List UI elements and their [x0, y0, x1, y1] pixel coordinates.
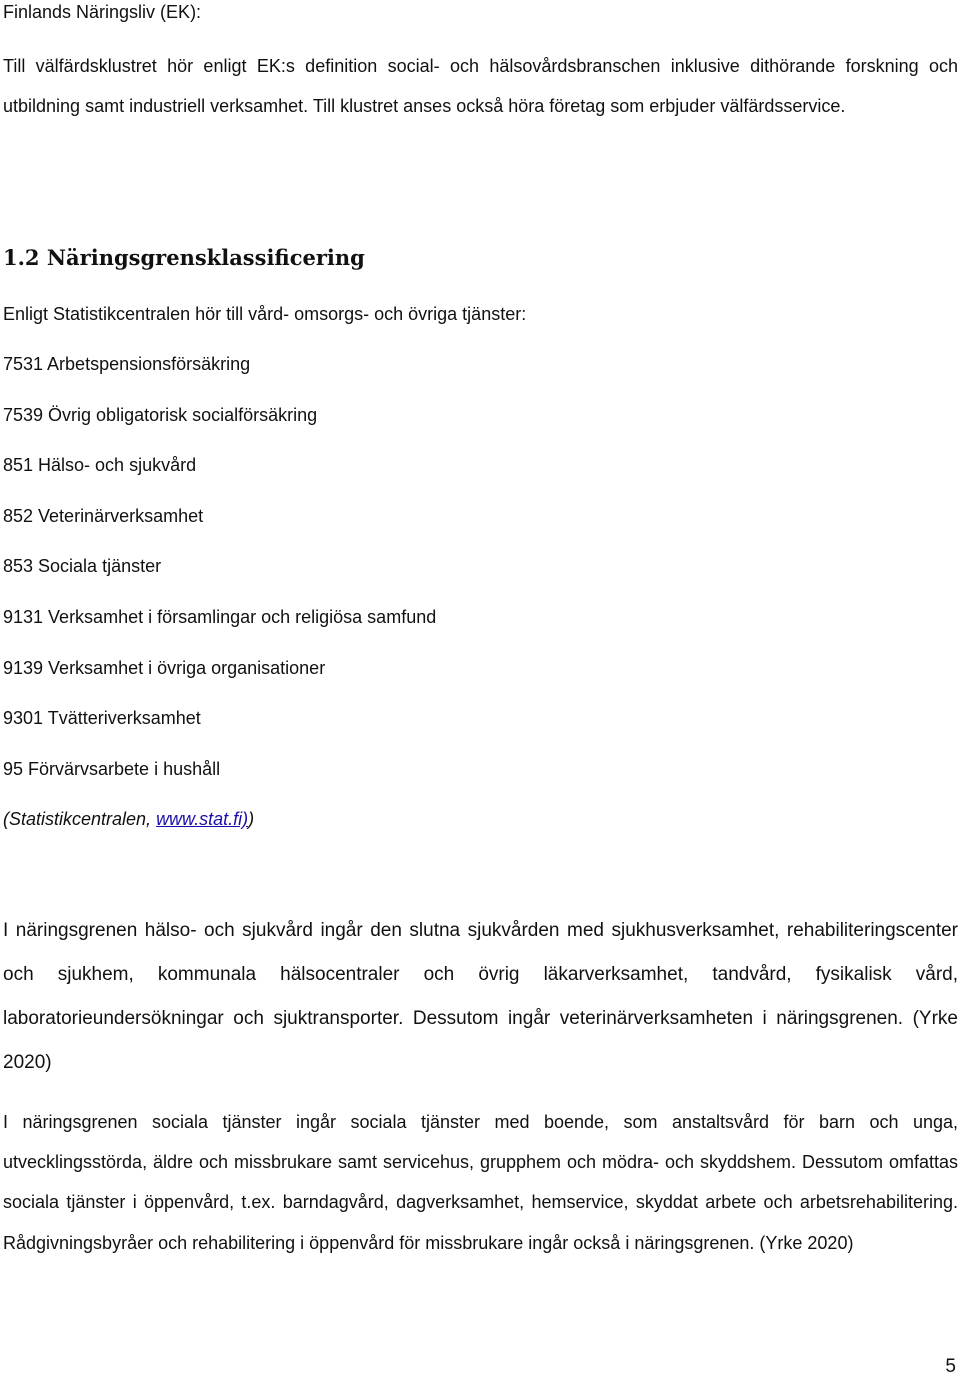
- source-suffix: ): [248, 809, 255, 829]
- list-item: 7539 Övrig obligatorisk socialförsäkring: [3, 404, 318, 425]
- intro-paragraph: Till välfärdsklustret hör enligt EK:s definition social- och hälsovårdsbranschen inklusive dithörande forskning och utbildning samt industriell verksamhet. Till klustret anses också höra företag som erbjuder välfärdsservice.: [3, 56, 958, 116]
- health-care-paragraph: I näringsgrenen hälso- och sjukvård ingår den slutna sjukvården med sjukhusverksamhet, rehabiliteringscenter och sjukhem, kommunala hälsocentraler och övrig läkarverksamhet, tandvård, fysikalisk vård, laboratorieundersökningar och sjuktransporter. Dessutom ingår veterinärverksamheten i näringsgrenen. (Yrke 2020): [3, 920, 958, 1073]
- intro-heading: Finlands Näringsliv (EK):: [3, 2, 202, 22]
- section-lead: Enligt Statistikcentralen hör till vård- omsorgs- och övriga tjänster:: [3, 304, 527, 324]
- source-link[interactable]: www.stat.fi): [156, 809, 249, 829]
- list-item: 9139 Verksamhet i övriga organisationer: [3, 657, 326, 678]
- source-prefix: (Statistikcentralen,: [3, 809, 157, 829]
- list-item: 9301 Tvätteriverksamhet: [3, 708, 201, 729]
- list-item: 9131 Verksamhet i församlingar och religiösa samfund: [3, 606, 437, 627]
- source-citation: [3, 806, 254, 832]
- list-item: 851 Hälso- och sjukvård: [3, 455, 197, 476]
- list-item: 853 Sociala tjänster: [3, 556, 162, 577]
- classification-list: [3, 351, 436, 806]
- page-number: 5: [945, 1356, 956, 1377]
- section-title: 1.2 Näringsgrensklassificering: [3, 245, 365, 270]
- list-item: 852 Veterinärverksamhet: [3, 505, 204, 526]
- list-item: 7531 Arbetspensionsförsäkring: [3, 354, 251, 374]
- social-services-paragraph: I näringsgrenen sociala tjänster ingår sociala tjänster med boende, som anstaltsvård för barn och unga, utvecklingsstörda, äldre och missbrukare samt servicehus, grupphem och mödra- och skyddshem. Dessutom omfattas sociala tjänster i öppenvård, t.ex. barndagvård, dagverksamhet, hemservice, skyddat arbete och arbetsrehabilitering. Rådgivningsbyråer och rehabilitering i öppenvård för missbrukare ingår också i näringsgrenen. (Yrke 2020): [3, 1112, 958, 1253]
- list-item: 95 Förvärvsarbete i hushåll: [3, 758, 221, 779]
